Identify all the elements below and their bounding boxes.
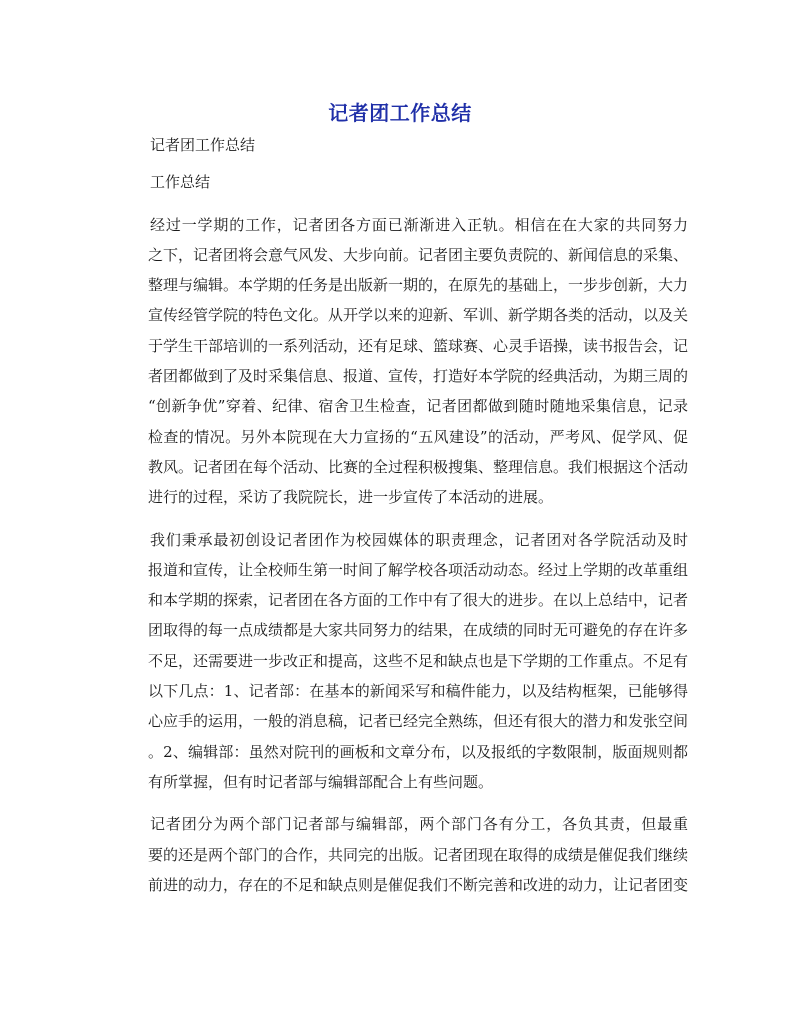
paragraph-line: 前进的动力，存在的不足和缺点则是催促我们不断完善和改进的动力，让记者团变 [148,875,688,894]
paragraph-3 [148,809,688,900]
paragraph-line: 教风。记者团在每个活动、比赛的全过程积极搜集、整理信息。我们根据这个活动 [148,457,688,476]
paragraph-1 [148,210,688,513]
paragraph-line: 宣传经管学院的特色文化。从开学以来的迎新、军训、新学期各类的活动，以及关 [148,306,688,325]
paragraph-line: 要的还是两个部门的合作，共同完的出版。记者团现在取得的成绩是催促我们继续 [148,845,688,864]
paragraph-line: 。2、编辑部：虽然对院刊的画板和文章分布，以及报纸的字数限制，版面规则都 [148,742,688,761]
paragraph-line: 团取得的每一点成绩都是大家共同努力的结果，在成绩的同时无可避免的存在许多 [148,621,688,640]
section-heading: 工作总结 [150,173,211,192]
paragraph-line: 我们秉承最初创设记者团作为校园媒体的职责理念，记者团对各学院活动及时 [150,530,688,549]
paragraph-line: 整理与编辑。本学期的任务是出版新一期的，在原先的基础上，一步步创新，大力 [148,276,688,295]
subtitle-line: 记者团工作总结 [150,136,256,154]
paragraph-line: 之下，记者团将会意气风发、大步向前。记者团主要负责院的、新闻信息的采集、 [148,245,688,264]
paragraph-line: 检查的情况。另外本院现在大力宣扬的“五风建设”的活动，严考风、促学风、促 [148,427,688,446]
paragraph-line: 不足，还需要进一步改正和提高，这些不足和缺点也是下学期的工作重点。不足有 [148,651,688,670]
document-body [148,130,688,900]
paragraph-2 [148,525,688,798]
paragraph-line: 以下几点：1、记者部：在基本的新闻采写和稿件能力，以及结构框架，已能够得 [148,682,688,701]
paragraph-line: 记者团分为两个部门记者部与编辑部，两个部门各有分工，各负其责，但最重 [150,815,688,834]
paragraph-line: 者团都做到了及时采集信息、报道、宣传，打造好本学院的经典活动，为期三周的 [148,367,688,386]
paragraph-line: 有所掌握，但有时记者部与编辑部配合上有些问题。 [148,772,494,791]
document-title: 记者团工作总结 [328,101,472,125]
paragraph-line: 心应手的运用，一般的消息稿，记者已经完全熟练，但还有很大的潜力和发张空间 [148,712,688,731]
paragraph-line: 于学生干部培训的一系列活动，还有足球、篮球赛、心灵手语操，读书报告会，记 [148,336,688,355]
paragraph-line: 经过一学期的工作，记者团各方面已渐渐进入正轨。相信在在大家的共同努力 [150,215,688,234]
paragraph-line: 报道和宣传，让全校师生第一时间了解学校各项活动动态。经过上学期的改革重组 [148,560,688,579]
paragraph-line: 和本学期的探索，记者团在各方面的工作中有了很大的进步。在以上总结中，记者 [148,591,688,610]
paragraph-line: 进行的过程，采访了我院院长，进一步宣传了本活动的进展。 [148,488,554,507]
paragraph-line: “创新争优”穿着、纪律、宿舍卫生检查，记者团都做到随时随地采集信息，记录 [148,397,688,416]
